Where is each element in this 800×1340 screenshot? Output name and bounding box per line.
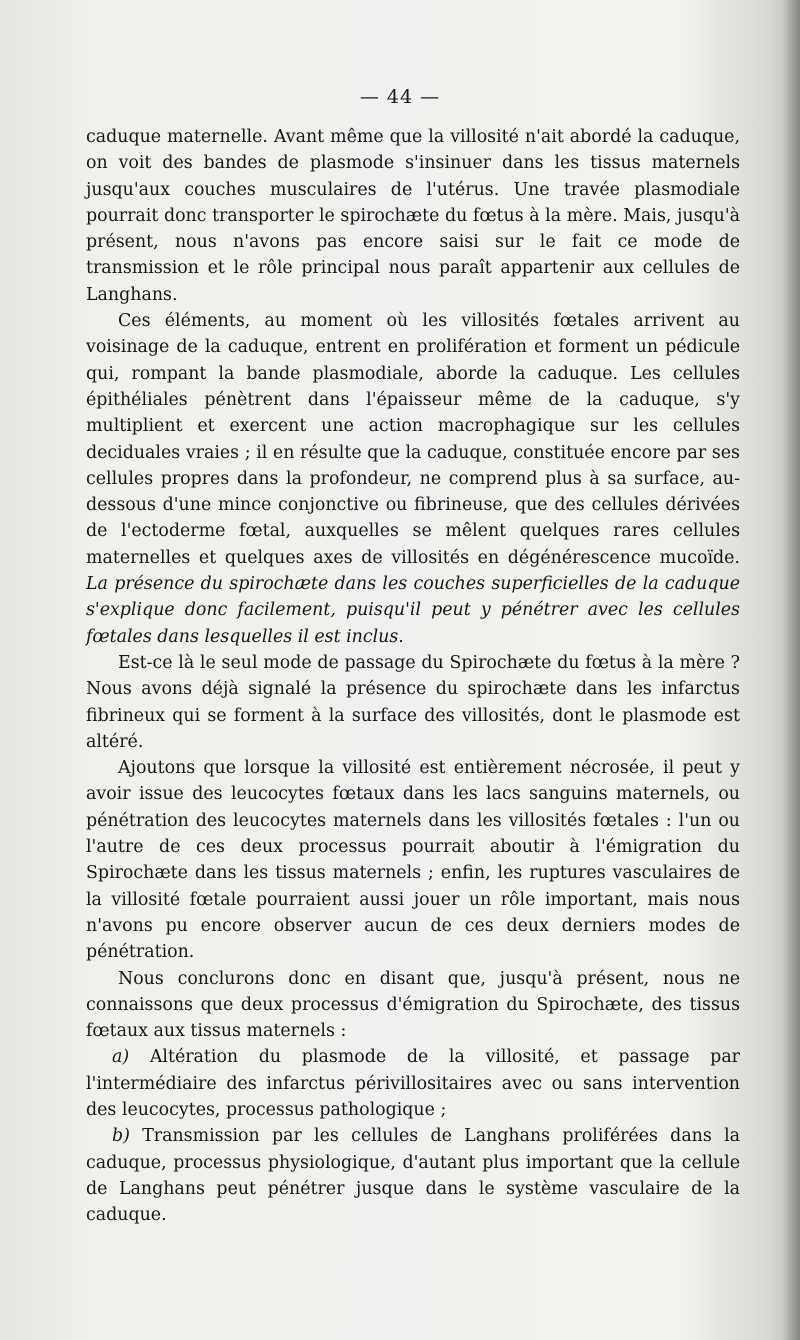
paragraph-2-italic: La présence du spirochæte dans les couches superficielles de la caduque s'explique donc facilement, puisqu'il peut y pénétrer avec les cellules fœtales dans lesquelles il est inclus. [86,574,740,647]
page-number: — 44 — [359,86,441,108]
page-gutter-shadow [782,0,800,1340]
list-marker-b: b) [112,1126,130,1147]
paragraph-3: Est-ce là le seul mode de passage du Spirochæte du fœtus à la mère ? Nous avons déjà signalé la présence du spirochæte dans les infarctus fibrineux qui se forment à la surface des villosités, dont le plasmode est altéré. [86,652,740,752]
list-item-a [86,1044,740,1123]
list-text-a: Altération du plasmode de la villosité, et passage par l'intermédiaire des infarctus périvillositaires avec ou sans intervention des leucocytes, processus pathologique ; [86,1047,740,1120]
list-text-b: Transmission par les cellules de Langhans proliférées dans la caduque, processus physiologique, d'autant plus important que la cellule de Langhans peut pénétrer jusque dans le système vasculaire de la caduque. [86,1126,740,1226]
paragraph-2 [86,308,740,650]
paragraph-5: Nous conclurons donc en disant que, jusqu'à présent, nous ne connaissons que deux processus d'émigration du Spirochæte, des tissus fœtaux aux tissus maternels : [86,968,740,1042]
page-body [86,124,740,1228]
list-marker-a: a) [112,1047,130,1068]
paragraph-2-text: Ces éléments, au moment où les villosités fœtales arrivent au voisinage de la caduque, entrent en prolifération et forment un pédicule qui, rompant la bande plasmodiale, aborde la caduque. Les cellules épithéliales pénètrent dans l'épaisseur même de la caduque, s'y multiplient et exercent une action macrophagique sur les cellules deciduales vraies ; il en résulte que la caduque, constituée encore par ses cellules propres dans la profondeur, ne comprend plus à sa surface, au-dessous d'une mince conjonctive ou fibrineuse, que des cellules dérivées de l'ectoderme fœtal, auxquelles se mêlent quelques rares cellules maternelles et quelques axes de villosités en dégénérescence mucoïde. [86,311,740,568]
paragraph-4: Ajoutons que lorsque la villosité est entièrement nécrosée, il peut y avoir issue des leucocytes fœtaux dans les lacs sanguins maternels, ou pénétration des leucocytes maternels dans les villosités fœtales : l'un ou l'autre de ces deux processus pourrait aboutir à l'émigration du Spirochæte dans les tissus maternels ; enfin, les ruptures vasculaires de la villosité fœtale pourraient aussi jouer un rôle important, mais nous n'avons pu encore observer aucun de ces deux derniers modes de pénétration. [86,758,740,963]
list-item-b [86,1123,740,1228]
paragraph-1: caduque maternelle. Avant même que la villosité n'ait abordé la caduque, on voit des bandes de plasmode s'insinuer dans les tissus maternels jusqu'aux couches musculaires de l'utérus. Une travée plasmodiale pourrait donc transporter le spirochæte du fœtus à la mère. Mais, jusqu'à présent, nous n'avons pas encore saisi sur le fait ce mode de transmission et le rôle principal nous paraît appartenir aux cellules de Langhans. [86,127,740,305]
